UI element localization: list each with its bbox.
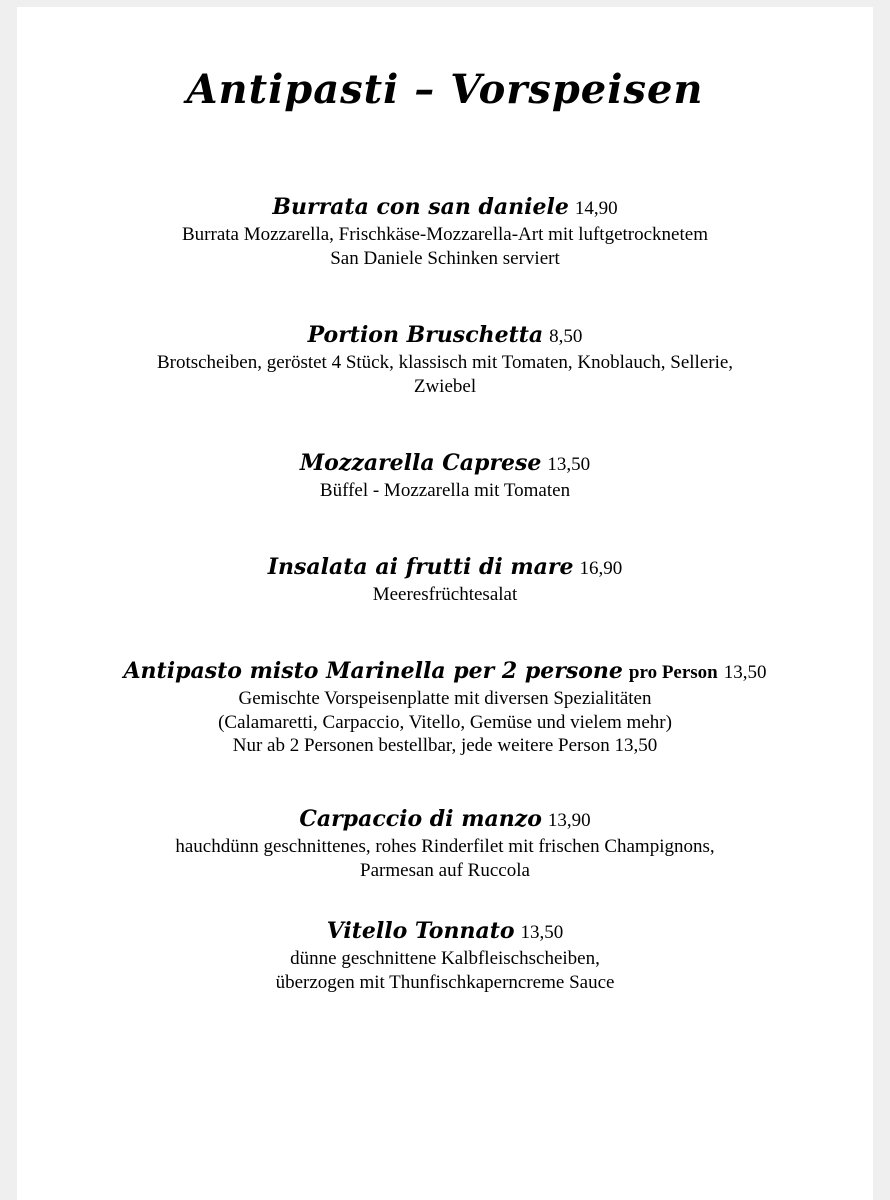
menu-title: Antipasti – Vorspeisen <box>186 66 704 113</box>
dish-name: Portion Bruschetta <box>307 322 544 348</box>
dish-price: 14,90 <box>574 198 618 219</box>
menu-item-caprese <box>17 450 873 503</box>
dish-price: 13,50 <box>723 662 767 683</box>
menu-item-carpaccio <box>17 806 873 882</box>
dish-description-line: überzogen mit Thunfischkaperncreme Sauce <box>275 971 615 993</box>
dish-description-line: San Daniele Schinken serviert <box>330 247 560 269</box>
dish-description-line: Burrata Mozzarella, Frischkäse-Mozzarella-Art mit luftgetrocknetem <box>182 224 708 245</box>
dish-price: 16,90 <box>579 558 623 579</box>
dish-description-line: hauchdünn geschnittenes, rohes Rinderfilet mit frischen Champignons, <box>175 836 715 857</box>
dish-name: Antipasto misto Marinella per 2 persone <box>123 658 623 684</box>
dish-price: 13,90 <box>547 810 591 831</box>
dish-description-line: Meeresfrüchtesalat <box>372 584 518 605</box>
dish-description-line: Zwiebel <box>413 375 477 397</box>
dish-price: 8,50 <box>549 326 583 347</box>
dish-name: Carpaccio di manzo <box>299 806 542 832</box>
dish-name: Vitello Tonnato <box>326 918 515 944</box>
dish-description-line: Gemischte Vorspeisenplatte mit diversen Spezialitäten <box>238 688 652 709</box>
dish-unit: pro Person <box>628 662 718 683</box>
menu-page <box>17 7 873 1200</box>
dish-description-line: Nur ab 2 Personen bestellbar, jede weitere Person 13,50 <box>232 735 658 756</box>
menu-item-bruschetta <box>17 322 873 398</box>
menu-item-insalata <box>17 554 873 607</box>
dish-description-line: Brotscheiben, geröstet 4 Stück, klassisch mit Tomaten, Knoblauch, Sellerie, <box>156 352 734 373</box>
dish-price: 13,50 <box>520 922 564 943</box>
dish-name: Burrata con san daniele <box>272 194 569 220</box>
menu-item-burrata <box>17 194 873 270</box>
dish-description-line: (Calamaretti, Carpaccio, Vitello, Gemüse und vielem mehr) <box>218 711 672 733</box>
dish-description-line: Büffel - Mozzarella mit Tomaten <box>319 480 571 501</box>
dish-description-line: dünne geschnittene Kalbfleischscheiben, <box>290 948 600 969</box>
menu-item-antipasto-misto <box>17 658 873 758</box>
dish-name: Mozzarella Caprese <box>299 450 542 476</box>
dish-name: Insalata ai frutti di mare <box>267 554 574 580</box>
menu-item-vitello-tonnato <box>17 918 873 994</box>
dish-price: 13,50 <box>547 454 591 475</box>
dish-description-line: Parmesan auf Ruccola <box>360 859 530 881</box>
